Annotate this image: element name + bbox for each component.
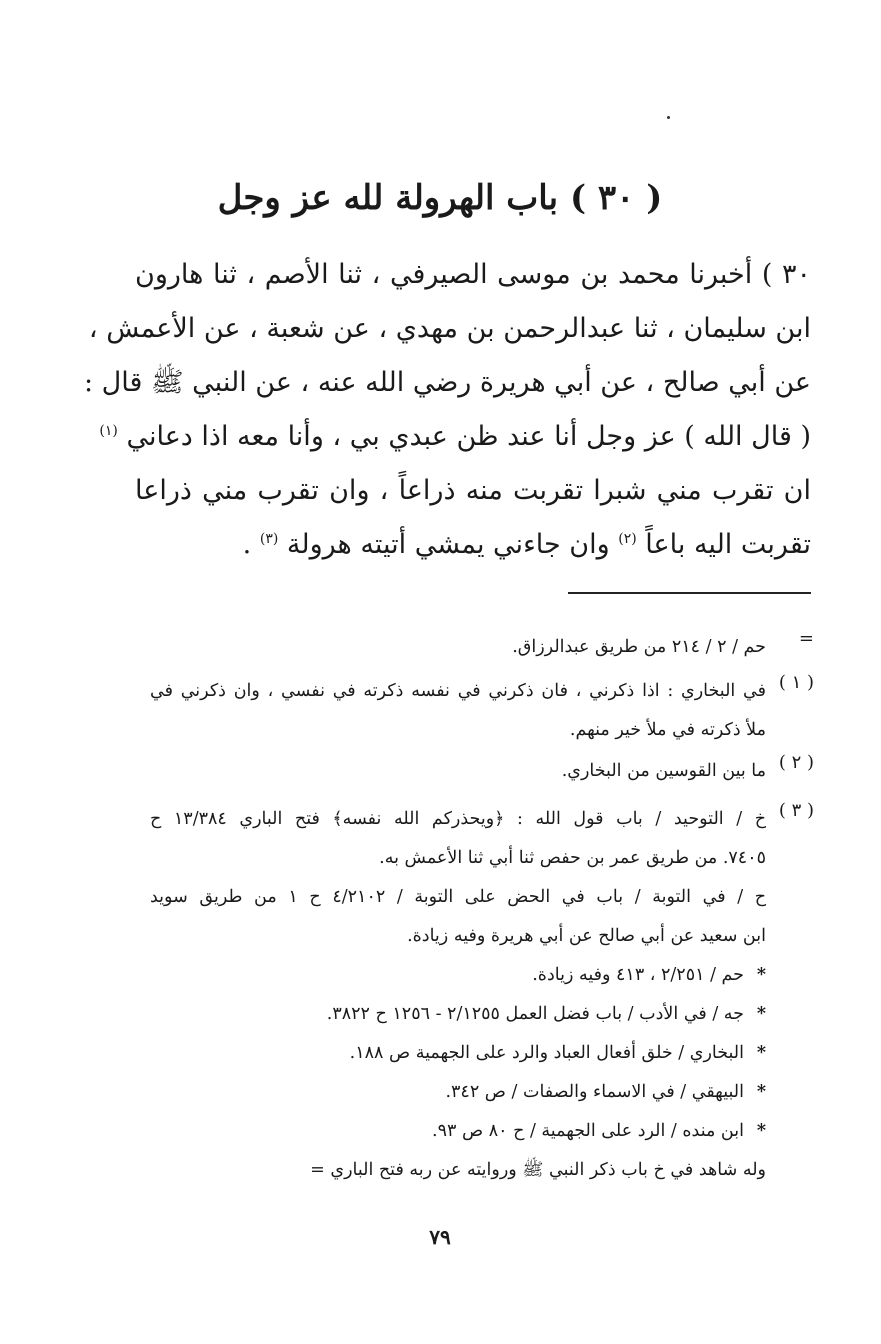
hadith-line xyxy=(99,410,811,464)
hadith-text xyxy=(83,248,811,572)
footnote-bullet xyxy=(150,1112,766,1151)
footnote-line: ٧٤٠٥. من طريق عمر بن حفص ثنا أبي ثنا الأعمش به. xyxy=(379,848,766,868)
footnote-line: ملأ ذكرته في ملأ خير منهم. xyxy=(569,720,766,740)
hadith-line-text: وان جاءني يمشي أتيته هرولة xyxy=(286,529,610,560)
footnote-number: ( ١ ) xyxy=(778,672,814,693)
footnote-line: ح / في التوبة / باب في الحض على التوبة / ٤/٢١٠٢ ح ١ من طريق سويد xyxy=(150,887,767,907)
bullet-star-icon: * xyxy=(756,1004,766,1024)
hadith-line: عن أبي صالح ، عن أبي هريرة رضي الله عنه ، عن النبي ﷺ قال : xyxy=(83,367,811,398)
hadith-line-text: ( قال الله ) عز وجل أنا عند ظن عبدي بي ، وأنا معه اذا دعاني xyxy=(126,421,811,452)
footnote-ref-2: (٢) xyxy=(618,531,637,547)
bullet-star-icon: * xyxy=(756,1043,766,1063)
hadith-line: ٣٠ ) أخبرنا محمد بن موسى الصيرفي ، ثنا الأصم ، ثنا هارون xyxy=(135,259,811,290)
hadith-line-text: تقربت اليه باعاً xyxy=(645,529,811,560)
ink-dot xyxy=(667,116,670,119)
footnote-1 xyxy=(150,672,814,750)
footnote-line: في البخاري : اذا ذكرني ، فان ذكرني في نفسه ذكرته في نفسي ، وان ذكرني في xyxy=(150,681,766,701)
footnote-line: وله شاهد في خ باب ذكر النبي ﷺ وروايته عن ربه فتح الباري = xyxy=(310,1160,766,1180)
hadith-line: ابن سليمان ، ثنا عبدالرحمن بن مهدي ، عن شعبة ، عن الأعمش ، xyxy=(88,313,811,344)
footnote-bullet xyxy=(150,1073,766,1112)
bullet-text: ابن منده / الرد على الجهمية / ح ٨٠ ص ٩٣. xyxy=(432,1121,744,1141)
footnote-line: خ / التوحيد / باب قول الله : ﴿ويحذركم الله نفسه﴾ فتح الباري ١٣/٣٨٤ ح xyxy=(150,809,767,829)
footnote-2 xyxy=(150,752,814,791)
chapter-title: ( ٣٠ ) باب الهرولة لله عز وجل xyxy=(217,178,663,218)
footnote-ref-3: (٣) xyxy=(259,531,279,547)
footnote-bullet xyxy=(150,1034,766,1073)
footnote-line: حم / ٢ / ٢١٤ من طريق عبدالرزاق. xyxy=(512,637,766,657)
page-number: ٧٩ xyxy=(429,1225,451,1249)
footnote-bullet xyxy=(150,956,766,995)
bullet-text: البخاري / خلق أفعال العباد والرد على الجهمية ص ١٨٨. xyxy=(349,1043,744,1063)
bullet-text: جه / في الأدب / باب فضل العمل ٢/١٢٥٥ - ١٢٥٦ ح ٣٨٢٢. xyxy=(326,1004,744,1024)
footnote-line: ابن سعيد عن أبي صالح عن أبي هريرة وفيه زيادة. xyxy=(407,926,766,946)
bullet-text: البيهقي / في الاسماء والصفات / ص ٣٤٢. xyxy=(445,1082,744,1102)
hadith-end-mark: . xyxy=(242,529,252,560)
footnote-bullet xyxy=(150,995,766,1034)
hadith-line xyxy=(135,518,811,572)
footnote-continuation xyxy=(150,628,814,667)
hadith-line: ان تقرب مني شبرا تقربت منه ذراعاً ، وان تقرب مني ذراعا xyxy=(135,475,811,506)
footnote-separator xyxy=(568,592,811,594)
continuation-mark: = xyxy=(798,628,814,649)
footnote-3 xyxy=(150,800,814,1190)
footnote-line: ما بين القوسين من البخاري. xyxy=(561,761,766,781)
footnote-number: ( ٣ ) xyxy=(778,800,814,821)
footnote-number: ( ٢ ) xyxy=(778,752,814,773)
bullet-star-icon: * xyxy=(756,965,766,985)
bullet-star-icon: * xyxy=(756,1082,766,1102)
footnote-ref-1: (١) xyxy=(99,423,118,439)
bullet-text: حم / ٢/٢٥١ ، ٤١٣ وفيه زيادة. xyxy=(532,965,744,985)
bullet-star-icon: * xyxy=(756,1121,766,1141)
